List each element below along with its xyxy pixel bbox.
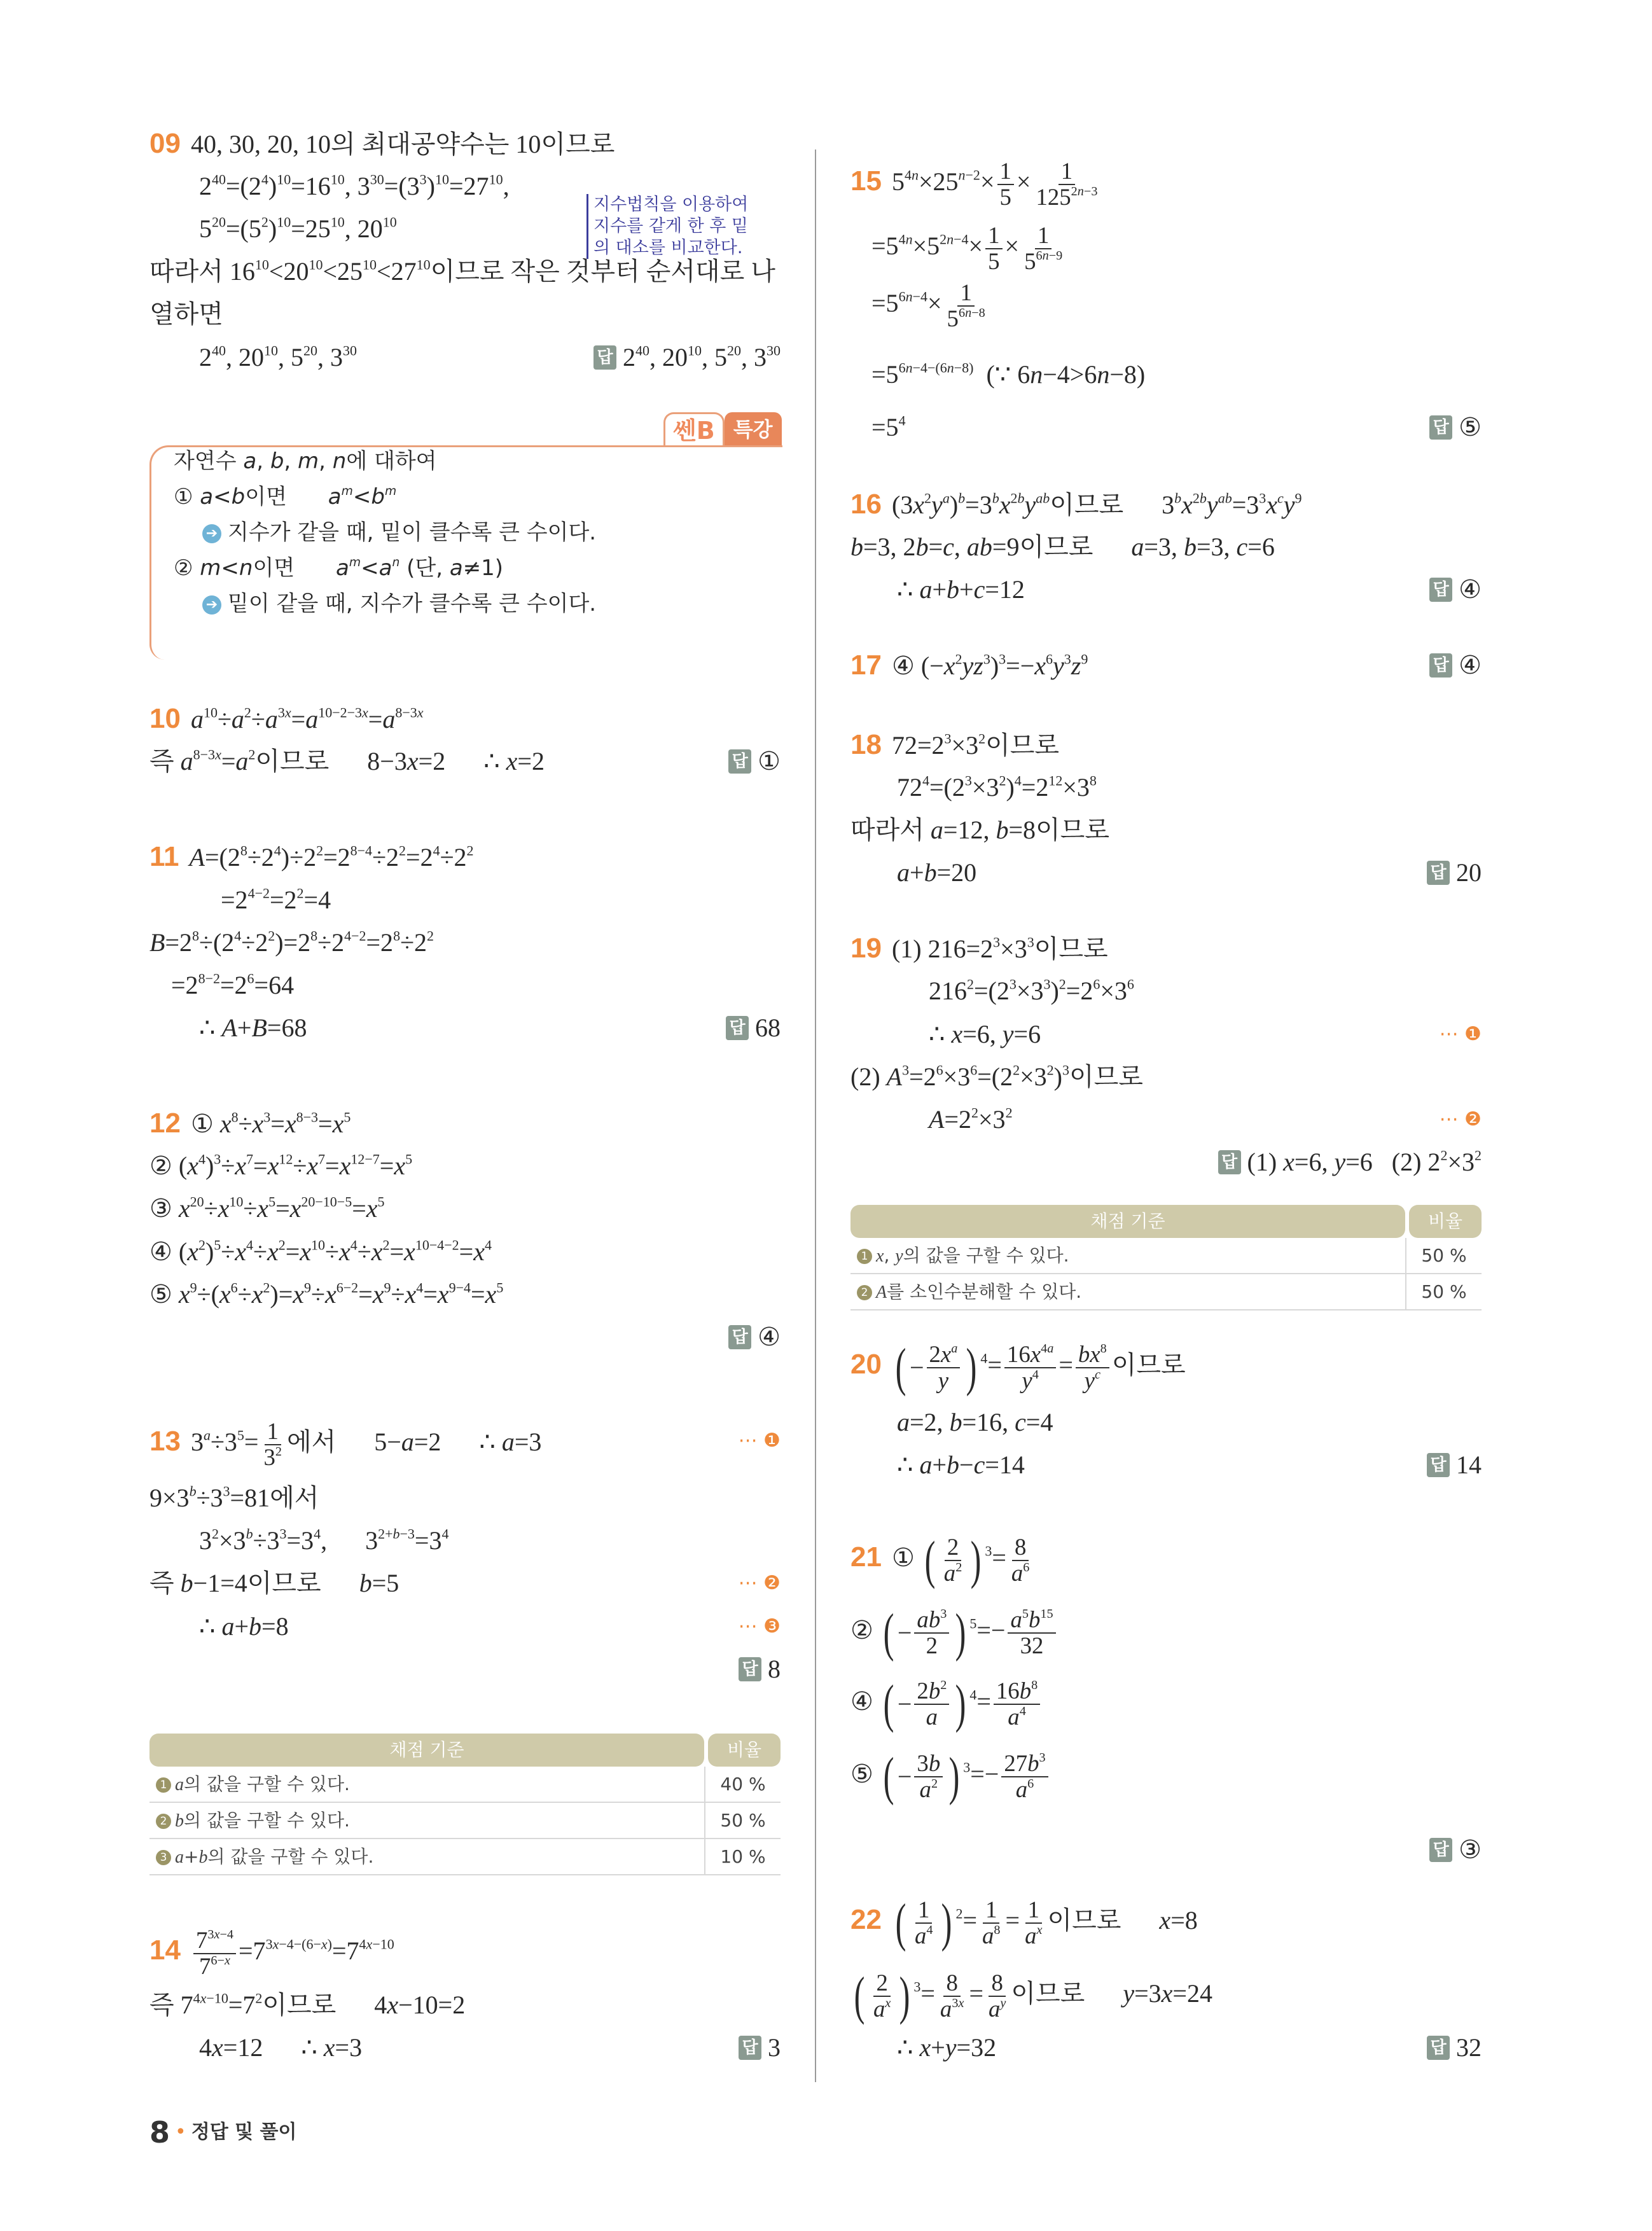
problem-13-line-1: 13 $3^a\div 3^5=$ $\frac{1}{3^2}$ 에서 5−a=2 ∴ a=3 <box>149 1418 542 1470</box>
answer: 답 ④ <box>728 1316 781 1359</box>
problem-19-line-4: (2) $A^3=2^6\times 3^6=(2^2\times 3^2)^3$이므로 <box>850 1062 1143 1091</box>
problem-13-line-5: ∴ a+b=8 <box>199 1612 289 1641</box>
problem-12-line-5: ⑤ $x^9\div(x^6\div x^2)=x^9\div x^{6-2}=x^9\div x^4=x^{9-4}=x^5$ <box>149 1279 504 1309</box>
problem-15-line-3: $=5^{6n-4}\times$ $\frac{1}{5^{6n-8}}$ <box>871 281 990 324</box>
problem-20-line-2: a=2, b=16, c=4 <box>897 1408 1053 1436</box>
note-line: 지수법칙을 이용하여 <box>593 195 749 214</box>
answer-icon: 답 <box>726 1016 749 1040</box>
problem-14-line-3: 4x=12 ∴ x=3 <box>199 2033 363 2062</box>
answer: 답 3 <box>739 2026 781 2069</box>
problem-10-line-1: 10 $a^{10}\div a^2\div a^{3x}=a^{10-2-3x}=a^{8-3x}$ <box>149 703 424 734</box>
problem-11-line-3: $B=2^8\div(2^4\div 2^2)=2^8\div 2^{4-2}=2^8\div 2^2$ <box>149 928 434 957</box>
problem-12-line-4: ④ $(x^2)^5\div x^4\div x^2=x^{10}\div x^4\div x^2=x^{10-4-2}=x^4$ <box>149 1237 492 1266</box>
answer-icon: 답 <box>1427 861 1450 885</box>
fraction: $\frac{1}{3^2}$ <box>263 1418 282 1470</box>
problem-18-line-2: $72^4=(2^3\times 3^2)^4=2^{12}\times 3^8$ <box>897 772 1097 802</box>
problem-17-line-1: 17 ④ $(-x^2yz^3)^3=-x^6y^3z^9$ <box>850 650 1088 681</box>
answer-icon: 답 <box>1429 1838 1452 1862</box>
page-footer <box>149 2111 297 2154</box>
problem-number: 09 <box>149 128 181 159</box>
fraction: $\frac{2}{a^x}$ <box>873 1970 891 2022</box>
answer: 답 32 <box>1427 2026 1482 2069</box>
problem-number: 16 <box>850 489 882 520</box>
step-badge: 1 <box>156 1777 171 1793</box>
tip-tag-label: 특강 <box>725 412 782 447</box>
fraction: $\frac{2}{a^2}$ <box>943 1534 962 1586</box>
problem-16-line-2: b=3, 2b=c, ab=9이므로 a=3, b=3, c=6 <box>850 532 1275 561</box>
table-row: 2 b의 값을 구할 수 있다. 50 % <box>149 1803 781 1839</box>
answer: 답 ④ <box>1429 568 1482 611</box>
problem-18-line-3: 따라서 a=12, b=8이므로 <box>850 816 1109 844</box>
answer: 답 68 <box>726 1006 781 1050</box>
answer: 답 20 <box>1427 851 1482 894</box>
answer: 답 ① <box>728 740 781 783</box>
footer-label: 정답 및 풀이 <box>191 2121 297 2143</box>
problem-number: 18 <box>850 729 882 760</box>
problem-15-line-5: $=5^4$ <box>871 412 906 441</box>
step-badge: 3 <box>156 1850 171 1865</box>
problem-number: 10 <box>149 703 181 734</box>
problem-09-line-4: 따라서 $16^{10}<20^{10}<25^{10}<27^{10}$이므로 작은 것부터 순서대로 나 <box>149 256 775 286</box>
bullet: • <box>175 2121 186 2143</box>
column-divider <box>815 149 816 2082</box>
problem-13-line-3: $3^2\times 3^b\div 3^3=3^4$, $3^{2+b-3}=3^4$ <box>199 1526 449 1555</box>
fraction: $\frac{8}{a^6}$ <box>1011 1534 1030 1586</box>
problem-16-line-3: ∴ a+b+c=12 <box>897 575 1025 604</box>
problem-19-line-3: ∴ x=6, y=6 <box>929 1020 1041 1048</box>
fraction: $\frac{1}{5}$ <box>997 159 1014 209</box>
table-header-ratio: 비율 <box>708 1734 781 1767</box>
problem-20-line-3: ∴ a+b−c=14 <box>897 1450 1025 1479</box>
step-marker-1: ⋯ ❶ <box>1439 1023 1482 1045</box>
problem-22-line-2: ( $\frac{2}{a^x}$ ) $^3$= $\frac{8}{a^{3x}}$ = $\frac{8}{a^y}$ 이므로 y=3x=24 <box>854 1966 1212 2026</box>
answer: 답 $2^{40}$, $20^{10}$, $5^{20}$, $3^{30}$ <box>593 336 781 379</box>
problem-14-line-2: 즉 $7^{4x-10}=7^2$이므로 4x−10=2 <box>149 1990 466 2019</box>
fraction: $\frac{7^{3x-4}}{7^{6-x}}$ <box>193 1928 236 1978</box>
step-marker-2: ⋯ ❷ <box>1439 1108 1482 1130</box>
answer-icon: 답 <box>1427 2036 1450 2060</box>
problem-11-line-4: $=2^{8-2}=2^6=64$ <box>171 970 295 999</box>
tip-line: ② m<n이면 $a^m<a^n$ (단, a≠1) <box>174 555 504 581</box>
problem-09-line-1: 09 40, 30, 20, 10의 최대공약수는 10이므로 <box>149 128 615 159</box>
table-row: 2 A를 소인수분해할 수 있다. 50 % <box>850 1274 1482 1310</box>
problem-number: 22 <box>850 1904 882 1936</box>
fraction: $\frac{2b^2}{a}$ <box>914 1679 949 1729</box>
fraction: $\frac{bx^8}{y^c}$ <box>1076 1342 1109 1393</box>
arrow-right-icon: ➔ <box>202 595 221 615</box>
problem-15-line-4: $=5^{6n-4-(6n-8)}$ (∵ 6n−4>6n−8) <box>871 359 1146 389</box>
answer-icon: 답 <box>1429 653 1452 678</box>
problem-15-line-1: 15 $5^{4n}\times 25^{n-2}\times$ $\frac{1}{5}$ × $\frac{1}{125^{2n-3}}$ <box>850 159 1102 202</box>
tip-line: 자연수 a, b, m, n에 대하여 <box>174 448 437 474</box>
problem-number: 11 <box>149 841 179 872</box>
problem-14-line-1: 14 $\frac{7^{3x-4}}{7^{6-x}}$ $=7^{3x-4-(6-x)}=7^{4x-10}$ <box>149 1927 394 1979</box>
answer-icon: 답 <box>728 1325 751 1349</box>
problem-15-line-2: $=5^{4n}\times 5^{2n-4}\times$ $\frac{1}{5}$ × $\frac{1}{5^{6n-9}}$ <box>871 223 1067 267</box>
answer-icon: 답 <box>593 345 616 370</box>
tip-line: ➔ 지수가 같을 때, 밑이 클수록 큰 수이다. <box>202 511 596 554</box>
problem-number: 19 <box>850 933 882 964</box>
problem-09-line-3: $5^{20}=(5^2)^{10}=25^{10}$, $20^{10}$ <box>199 214 397 243</box>
problem-11-line-2: $=2^{4-2}=2^2=4$ <box>221 885 331 914</box>
problem-13-line-4: 즉 b−1=4이므로 b=5 <box>149 1569 399 1597</box>
answer: 답 (1) x=6, y=6 (2) $2^2\times 3^2$ <box>1218 1141 1482 1184</box>
note-line: 지수를 같게 한 후 밑 <box>593 216 748 236</box>
fraction: $\frac{1}{125^{2n-3}}$ <box>1036 158 1098 210</box>
problem-18-line-1: 18 $72=2^3\times 3^2$이므로 <box>850 729 1059 760</box>
fraction: $\frac{8}{a^{3x}}$ <box>940 1970 964 2022</box>
problem-18-line-4: a+b=20 <box>897 858 977 887</box>
step-badge: 1 <box>857 1249 872 1264</box>
fraction: $\frac{1}{a^8}$ <box>982 1896 1001 1949</box>
problem-10-line-2: 즉 $a^{8-3x}=a^2$이므로 8−3x=2 ∴ x=2 <box>149 746 545 775</box>
table-row: 1 a의 값을 구할 수 있다. 40 % <box>149 1767 781 1803</box>
step-marker-3: ⋯ ❸ <box>738 1615 781 1637</box>
answer: 답 14 <box>1427 1443 1482 1487</box>
answer: 답 ③ <box>1429 1828 1482 1872</box>
problem-number: 14 <box>149 1934 181 1966</box>
problem-21-line-1: 21 ① ( $\frac{2}{a^2}$ ) $^3$= $\frac{8}{a^6}$ <box>850 1534 1034 1577</box>
problem-09-line-5: 열하면 <box>149 300 223 328</box>
problem-12-line-1: 12 ① $x^8\div x^3=x^{8-3}=x^5$ <box>149 1108 351 1139</box>
answer-icon: 답 <box>1218 1150 1241 1174</box>
fraction: $\frac{27b^3}{a^6}$ <box>1001 1751 1048 1802</box>
problem-number: 17 <box>850 650 882 681</box>
fraction: $\frac{1}{5^{6n-9}}$ <box>1024 222 1063 274</box>
fraction: $\frac{1}{a^x}$ <box>1025 1896 1043 1949</box>
table-header-criteria: 채점 기준 <box>149 1734 704 1767</box>
problem-19-line-2: $216^2=(2^3\times 3^3)^2=2^6\times 3^6$ <box>929 976 1134 1005</box>
problem-13-line-2: $9\times 3^b\div 3^3=81$에서 <box>149 1483 319 1512</box>
problem-22-line-1: 22 ( $\frac{1}{a^4}$ ) $^2$= $\frac{1}{a^8}$ = $\frac{1}{a^x}$ 이므로 x=8 <box>850 1893 1198 1952</box>
note-line: 의 대소를 비교한다. <box>593 238 743 258</box>
tip-tag-brand: 쎈B <box>663 412 725 447</box>
scoring-table <box>149 1734 781 1875</box>
problem-number: 13 <box>149 1425 181 1457</box>
step-badge: 2 <box>857 1285 872 1300</box>
answer-icon: 답 <box>739 2036 761 2060</box>
scoring-table <box>850 1205 1482 1310</box>
tip-tag <box>663 412 782 447</box>
table-row: 1 x, y의 값을 구할 수 있다. 50 % <box>850 1238 1482 1274</box>
table-header-criteria: 채점 기준 <box>850 1205 1405 1238</box>
answer: 답 ④ <box>1429 644 1482 687</box>
tip-line: ① a<b이면 $a^m<b^m$ <box>174 484 397 510</box>
fraction: $\frac{16b^8}{a^4}$ <box>994 1679 1040 1729</box>
answer-icon: 답 <box>739 1657 761 1681</box>
problem-11-line-1: 11 $A=(2^8\div 2^4)\div 2^2=2^{8-4}\div 2^2=2^4\div 2^2$ <box>149 841 474 872</box>
answer-icon: 답 <box>1429 415 1452 440</box>
fraction: $\frac{8}{a^y}$ <box>989 1970 1006 2022</box>
problem-12-line-3: ③ $x^{20}\div x^{10}\div x^5=x^{20-10-5}=x^5$ <box>149 1193 385 1223</box>
fraction: $\frac{ab^3}{2}$ <box>914 1608 949 1658</box>
fraction: $\frac{2x^a}{y}$ <box>927 1342 961 1393</box>
problem-number: 21 <box>850 1541 882 1573</box>
problem-22-line-3: ∴ x+y=32 <box>897 2033 997 2062</box>
problem-20-line-1: 20 ( − $\frac{2x^a}{y}$ ) $^4$= $\frac{16x^{4a}}{y^4}$ = $\frac{bx^8}{y^c}$ 이므로 <box>850 1338 1186 1397</box>
problem-09-line-2: $2^{40}=(2^4)^{10}=16^{10}$, $3^{30}=(3^3)^{10}=27^{10}$, <box>199 171 510 200</box>
arrow-right-icon: ➔ <box>202 524 221 543</box>
problem-21-line-3: ④ ( − $\frac{2b^2}{a}$ ) $^4$= $\frac{16b^8}{a^4}$ <box>850 1678 1043 1721</box>
step-marker-1: ⋯ ❶ <box>738 1429 781 1452</box>
fraction: $\frac{16x^{4a}}{y^4}$ <box>1004 1342 1056 1393</box>
answer-icon: 답 <box>1427 1453 1450 1477</box>
problem-12-line-2: ② $(x^4)^3\div x^7=x^{12}\div x^7=x^{12-7}=x^5$ <box>149 1151 413 1180</box>
page-number: 8 <box>149 2115 170 2150</box>
fraction: $\frac{1}{5^{6n-8}}$ <box>947 279 985 331</box>
problem-09-line-6: $2^{40}$, $20^{10}$, $5^{20}$, $3^{30}$ <box>199 342 357 372</box>
problem-21-line-4: ⑤ ( − $\frac{3b}{a^2}$ ) $^3$=− $\frac{27b^3}{a^6}$ <box>850 1750 1051 1793</box>
fraction: $\frac{3b}{a^2}$ <box>914 1751 943 1802</box>
problem-16-line-1: 16 $(3x^2y^a)^b=3^bx^{2b}y^{ab}$이므로 $3^bx^{2b}y^{ab}=3^3x^cy^9$ <box>850 489 1302 520</box>
problem-21-line-2: ② ( − $\frac{ab^3}{2}$ ) $^5$=− $\frac{a^5b^{15}}{32}$ <box>850 1606 1059 1650</box>
tip-line: ➔ 밑이 같을 때, 지수가 클수록 큰 수이다. <box>202 582 596 625</box>
answer-icon: 답 <box>1429 578 1452 602</box>
problem-number: 20 <box>850 1349 882 1380</box>
answer-icon: 답 <box>728 749 751 774</box>
problem-11-line-5: ∴ A+B=68 <box>199 1013 307 1042</box>
step-marker-2: ⋯ ❷ <box>738 1572 781 1594</box>
problem-19-line-1: 19 (1) $216=2^3\times 3^3$이므로 <box>850 933 1108 964</box>
table-row: 3 a+b의 값을 구할 수 있다. 10 % <box>149 1839 781 1875</box>
fraction: $\frac{1}{a^4}$ <box>914 1896 933 1949</box>
table-header-ratio: 비율 <box>1409 1205 1482 1238</box>
answer: 답 8 <box>739 1648 781 1691</box>
margin-note <box>587 194 748 259</box>
problem-number: 12 <box>149 1108 181 1139</box>
fraction: $\frac{a^5b^{15}}{32}$ <box>1008 1608 1055 1658</box>
answer: 답 ⑤ <box>1429 406 1482 449</box>
problem-19-line-5: $A=2^2\times 3^2$ <box>929 1104 1013 1134</box>
problem-number: 15 <box>850 165 882 197</box>
fraction: $\frac{1}{5}$ <box>985 223 1002 274</box>
step-badge: 2 <box>156 1814 171 1829</box>
